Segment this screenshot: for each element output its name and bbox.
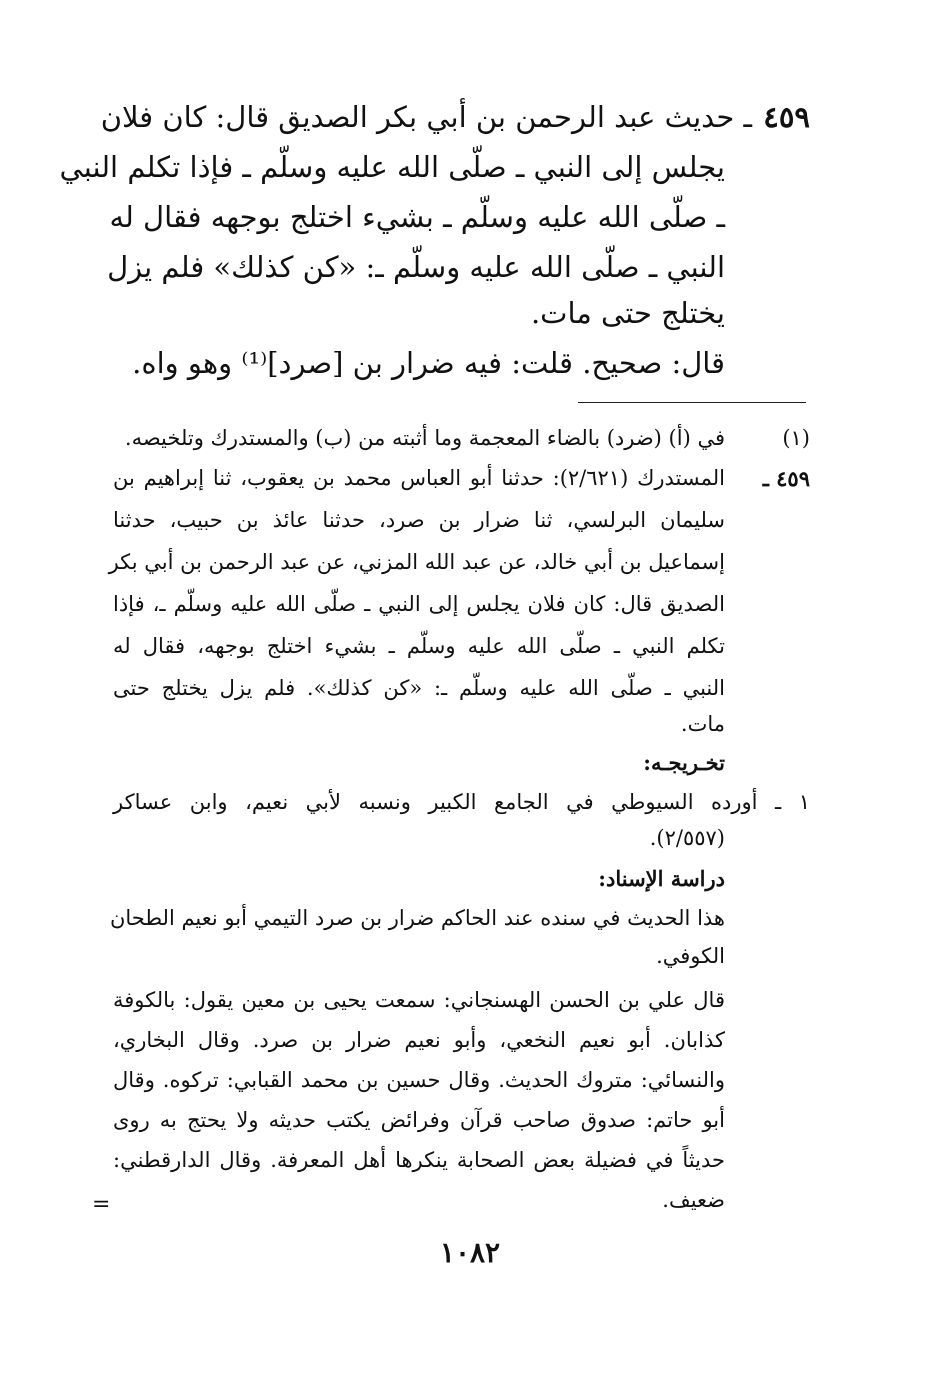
source-line: إسماعيل بن أبي خالد، عن عبد الله المزني، عن عبد الرحمن بن أبي بكر (108, 550, 725, 574)
hadith-number: ٤٥٩ (763, 100, 810, 134)
quote-line: ضعيف. (662, 1188, 725, 1212)
continuation-mark: = (92, 1192, 111, 1217)
hadith-line: يجلس إلى النبي ـ صلّى الله عليه وسلّم ـ فإذا تكلم النبي (59, 150, 725, 184)
footnote-divider (578, 402, 806, 403)
hadith-line: يختلج حتى مات. (530, 296, 725, 330)
isnad-line: الكوفي. (656, 944, 725, 968)
hadith-line: ـ حديث عبد الرحمن بن أبي بكر الصديق قال: كان فلان (100, 100, 752, 134)
quote-line: حديثاً في فضيلة بعض الصحابة ينكرها أهل المعرفة. وقال الدارقطني: (113, 1148, 725, 1172)
hadith-line: النبي ـ صلّى الله عليه وسلّم ـ: «كن كذلك» فلم يزل (107, 250, 725, 284)
hadith-verdict: قال: صحيح. قلت: فيه ضرار بن [صرد]⁽¹⁾ وهو واه. (132, 346, 725, 380)
quote-line: كذابان. أبو نعيم النخعي، وأبو نعيم ضرار بن صرد. وقال البخاري، (113, 1028, 725, 1052)
source-line: الصديق قال: كان فلان يجلس إلى النبي ـ صلّى الله عليه وسلّم ـ، فإذا (113, 592, 725, 616)
isnad-line: هذا الحديث في سنده عند الحاكم ضرار بن صرد التيمي أبو نعيم الطحان (109, 906, 725, 930)
source-line: تكلم النبي ـ صلّى الله عليه وسلّم ـ بشيء اختلج بوجهه، فقال له (113, 634, 725, 658)
quote-line: قال علي بن الحسن الهسنجاني: سمعت يحيى بن معين يقول: بالكوفة (113, 988, 725, 1012)
page-number: ١٠٨٢ (439, 1236, 501, 1269)
commentary-number: ٤٥٩ ـ (762, 466, 810, 491)
footnote-marker: (١) (782, 426, 810, 450)
source-line: النبي ـ صلّى الله عليه وسلّم ـ: «كن كذلك». فلم يزل يختلج حتى (113, 676, 725, 700)
source-line: المستدرك (٢/٦٢١): حدثنا أبو العباس محمد بن يعقوب، ثنا إبراهيم بن (113, 466, 725, 490)
takhrij-line: ١ ـ أورده السيوطي في الجامع الكبير ونسبه لأبي نعيم، وابن عساكر (113, 790, 810, 814)
quote-line: أبو حاتم: صدوق صاحب قرآن وفرائض يكتب حديثه ولا يحتج به روى (113, 1108, 725, 1132)
quote-line: والنسائي: متروك الحديث. وقال حسين بن محمد القبابي: تركوه. وقال (113, 1068, 725, 1092)
source-line: سليمان البرلسي، ثنا ضرار بن صرد، حدثنا عائذ بن حبيب، حدثنا (113, 508, 725, 532)
footnote-text: في (أ) (ضرد) بالضاء المعجمة وما أثبته من (ب) والمستدرك وتلخيصه. (124, 426, 725, 450)
hadith-line: ـ صلّى الله عليه وسلّم ـ بشيء اختلج بوجهه فقال له (109, 200, 725, 234)
takhrij-line: (٢/٥٥٧). (649, 826, 725, 850)
source-line: مات. (680, 712, 725, 736)
isnad-heading: دراسة الإسناد: (598, 866, 725, 891)
takhrij-heading: تخـريجـه: (643, 750, 725, 775)
